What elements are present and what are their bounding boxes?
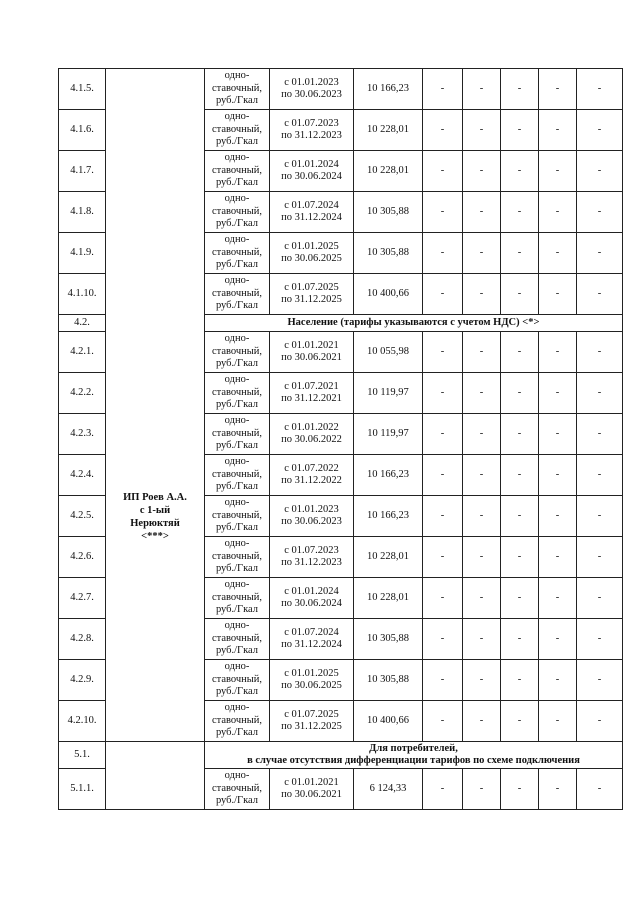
tariff-type-line: одно- bbox=[224, 333, 250, 345]
tariff-type-line: ставочный, bbox=[211, 509, 263, 521]
empty-value-dash: - bbox=[577, 373, 623, 414]
tariff-type-line: руб./Гкал bbox=[215, 522, 259, 534]
tariff-value: 10 305,88 bbox=[354, 233, 423, 274]
tariff-type-line: руб./Гкал bbox=[215, 136, 259, 148]
empty-value-dash: - bbox=[423, 332, 463, 373]
organization-name-line: <***> bbox=[141, 531, 169, 542]
tariff-type-line: руб./Гкал bbox=[215, 727, 259, 739]
empty-value-dash: - bbox=[463, 69, 501, 110]
empty-value-dash: - bbox=[501, 660, 539, 701]
tariff-type-line: одно- bbox=[224, 275, 250, 287]
period-cell bbox=[270, 151, 354, 192]
row-number: 4.2.2. bbox=[59, 373, 106, 414]
tariff-type-cell bbox=[205, 233, 270, 274]
tariff-type-cell bbox=[205, 701, 270, 742]
tariff-type-line: одно- bbox=[224, 111, 250, 123]
row-number: 4.2.7. bbox=[59, 578, 106, 619]
tariff-type-line: одно- bbox=[224, 234, 250, 246]
tariff-type-line: ставочный, bbox=[211, 246, 263, 258]
period-end: по 30.06.2024 bbox=[281, 598, 342, 609]
tariff-type-line: ставочный, bbox=[211, 714, 263, 726]
empty-value-dash: - bbox=[463, 414, 501, 455]
period-end: по 31.12.2023 bbox=[281, 130, 342, 141]
empty-value-dash: - bbox=[501, 373, 539, 414]
organization-name bbox=[106, 267, 204, 543]
period-end: по 31.12.2024 bbox=[281, 212, 342, 223]
tariff-value: 6 124,33 bbox=[354, 769, 423, 810]
empty-value-dash: - bbox=[423, 414, 463, 455]
section-title-line: Для потребителей, bbox=[369, 742, 458, 754]
tariff-type-line: ставочный, bbox=[211, 205, 263, 217]
tariff-type-line: ставочный, bbox=[211, 82, 263, 94]
empty-value-dash: - bbox=[501, 769, 539, 810]
tariff-value: 10 400,66 bbox=[354, 274, 423, 315]
row-number: 4.1.7. bbox=[59, 151, 106, 192]
empty-value-dash: - bbox=[501, 537, 539, 578]
empty-value-dash: - bbox=[577, 619, 623, 660]
empty-value-dash: - bbox=[577, 701, 623, 742]
empty-value-dash: - bbox=[463, 332, 501, 373]
empty-value-dash: - bbox=[463, 110, 501, 151]
empty-value-dash: - bbox=[463, 769, 501, 810]
period-start: с 01.07.2024 bbox=[284, 626, 339, 638]
empty-value-dash: - bbox=[577, 769, 623, 810]
empty-value-dash: - bbox=[501, 414, 539, 455]
tariff-type-line: ставочный, bbox=[211, 591, 263, 603]
tariff-value: 10 400,66 bbox=[354, 701, 423, 742]
empty-value-dash: - bbox=[577, 151, 623, 192]
organization-name-line: с 1-ый bbox=[139, 505, 171, 516]
empty-value-dash: - bbox=[463, 455, 501, 496]
tariff-type-cell bbox=[205, 332, 270, 373]
period-start: с 01.01.2025 bbox=[284, 667, 339, 679]
tariff-type-line: руб./Гкал bbox=[215, 604, 259, 616]
tariff-type-line: ставочный, bbox=[211, 427, 263, 439]
tariff-value: 10 166,23 bbox=[354, 455, 423, 496]
tariff-type-line: руб./Гкал bbox=[215, 95, 259, 107]
tariff-value: 10 305,88 bbox=[354, 660, 423, 701]
empty-value-dash: - bbox=[539, 769, 577, 810]
empty-value-dash: - bbox=[539, 151, 577, 192]
empty-value-dash: - bbox=[577, 110, 623, 151]
tariff-value: 10 055,98 bbox=[354, 332, 423, 373]
empty-value-dash: - bbox=[501, 233, 539, 274]
period-end: по 30.06.2023 bbox=[281, 89, 342, 100]
empty-value-dash: - bbox=[539, 660, 577, 701]
tariff-type-line: руб./Гкал bbox=[215, 399, 259, 411]
tariff-value: 10 305,88 bbox=[354, 619, 423, 660]
tariff-type-line: руб./Гкал bbox=[215, 177, 259, 189]
organization-cell bbox=[106, 69, 205, 742]
empty-value-dash: - bbox=[501, 578, 539, 619]
empty-value-dash: - bbox=[577, 414, 623, 455]
tariff-type-line: одно- bbox=[224, 456, 250, 468]
empty-value-dash: - bbox=[423, 455, 463, 496]
tariff-type-line: ставочный, bbox=[211, 287, 263, 299]
tariff-type-line: руб./Гкал bbox=[215, 358, 259, 370]
empty-value-dash: - bbox=[539, 332, 577, 373]
period-start: с 01.01.2022 bbox=[284, 421, 339, 433]
empty-value-dash: - bbox=[577, 69, 623, 110]
section-title-line: в случае отсутствия дифференциации тарифов по схеме подключения bbox=[247, 755, 580, 766]
section-number: 5.1. bbox=[59, 742, 106, 769]
period-end: по 31.12.2025 bbox=[281, 294, 342, 305]
tariff-type-line: одно- bbox=[224, 702, 250, 714]
empty-value-dash: - bbox=[501, 619, 539, 660]
tariff-type-cell bbox=[205, 110, 270, 151]
tariff-type-cell bbox=[205, 496, 270, 537]
tariff-type-line: руб./Гкал bbox=[215, 795, 259, 807]
empty-value-dash: - bbox=[577, 578, 623, 619]
period-end: по 30.06.2025 bbox=[281, 680, 342, 691]
organization-name-line: Нерюктяй bbox=[130, 518, 180, 529]
tariff-type-line: одно- bbox=[224, 579, 250, 591]
row-number: 4.2.3. bbox=[59, 414, 106, 455]
tariff-value: 10 166,23 bbox=[354, 69, 423, 110]
tariff-type-line: руб./Гкал bbox=[215, 481, 259, 493]
empty-value-dash: - bbox=[539, 414, 577, 455]
empty-value-dash: - bbox=[501, 496, 539, 537]
tariff-type-cell bbox=[205, 69, 270, 110]
tariff-type-line: одно- bbox=[224, 538, 250, 550]
empty-value-dash: - bbox=[463, 660, 501, 701]
tariff-type-line: ставочный, bbox=[211, 123, 263, 135]
empty-value-dash: - bbox=[463, 619, 501, 660]
empty-value-dash: - bbox=[501, 151, 539, 192]
tariff-type-line: ставочный, bbox=[211, 632, 263, 644]
empty-value-dash: - bbox=[501, 69, 539, 110]
period-cell bbox=[270, 192, 354, 233]
empty-value-dash: - bbox=[423, 701, 463, 742]
empty-value-dash: - bbox=[539, 110, 577, 151]
tariff-value: 10 166,23 bbox=[354, 496, 423, 537]
period-cell bbox=[270, 660, 354, 701]
empty-value-dash: - bbox=[501, 274, 539, 315]
tariff-type-cell bbox=[205, 373, 270, 414]
empty-value-dash: - bbox=[577, 660, 623, 701]
row-number: 4.2.9. bbox=[59, 660, 106, 701]
row-number: 4.2.4. bbox=[59, 455, 106, 496]
tariff-type-cell bbox=[205, 660, 270, 701]
period-end: по 31.12.2025 bbox=[281, 721, 342, 732]
period-start: с 01.07.2024 bbox=[284, 199, 339, 211]
tariff-type-line: руб./Гкал bbox=[215, 300, 259, 312]
tariff-type-line: одно- bbox=[224, 415, 250, 427]
row-number: 4.2.1. bbox=[59, 332, 106, 373]
tariff-type-cell bbox=[205, 414, 270, 455]
period-cell bbox=[270, 110, 354, 151]
empty-value-dash: - bbox=[501, 701, 539, 742]
empty-value-dash: - bbox=[539, 373, 577, 414]
tariff-type-cell bbox=[205, 578, 270, 619]
tariff-type-cell bbox=[205, 151, 270, 192]
period-start: с 01.01.2023 bbox=[284, 503, 339, 515]
tariff-value: 10 228,01 bbox=[354, 578, 423, 619]
period-cell bbox=[270, 537, 354, 578]
period-cell bbox=[270, 233, 354, 274]
period-cell bbox=[270, 769, 354, 810]
period-end: по 30.06.2024 bbox=[281, 171, 342, 182]
empty-value-dash: - bbox=[423, 69, 463, 110]
empty-value-dash: - bbox=[423, 769, 463, 810]
section-title: Население (тарифы указываются с учетом НДС) <*> bbox=[205, 315, 623, 332]
period-start: с 01.07.2021 bbox=[284, 380, 339, 392]
tariff-type-cell bbox=[205, 537, 270, 578]
empty-value-dash: - bbox=[577, 537, 623, 578]
empty-value-dash: - bbox=[423, 274, 463, 315]
row-number: 4.1.8. bbox=[59, 192, 106, 233]
row-number: 4.1.9. bbox=[59, 233, 106, 274]
tariff-value: 10 228,01 bbox=[354, 537, 423, 578]
empty-value-dash: - bbox=[539, 69, 577, 110]
empty-value-dash: - bbox=[539, 619, 577, 660]
tariff-type-line: руб./Гкал bbox=[215, 686, 259, 698]
tariff-type-line: одно- bbox=[224, 70, 250, 82]
period-start: с 01.01.2025 bbox=[284, 240, 339, 252]
period-start: с 01.01.2024 bbox=[284, 585, 339, 597]
tariff-value: 10 228,01 bbox=[354, 110, 423, 151]
empty-value-dash: - bbox=[463, 496, 501, 537]
empty-value-dash: - bbox=[423, 660, 463, 701]
tariff-value: 10 305,88 bbox=[354, 192, 423, 233]
empty-value-dash: - bbox=[463, 701, 501, 742]
row-number: 4.1.10. bbox=[59, 274, 106, 315]
tariff-type-line: одно- bbox=[224, 661, 250, 673]
tariff-type-line: одно- bbox=[224, 770, 250, 782]
period-end: по 31.12.2024 bbox=[281, 639, 342, 650]
empty-value-dash: - bbox=[501, 192, 539, 233]
tariff-type-line: одно- bbox=[224, 497, 250, 509]
empty-value-dash: - bbox=[577, 274, 623, 315]
period-cell bbox=[270, 701, 354, 742]
section-title bbox=[205, 742, 623, 769]
tariff-value: 10 119,97 bbox=[354, 414, 423, 455]
empty-value-dash: - bbox=[463, 192, 501, 233]
period-end: по 30.06.2022 bbox=[281, 434, 342, 445]
period-end: по 31.12.2021 bbox=[281, 393, 342, 404]
empty-value-dash: - bbox=[423, 151, 463, 192]
period-start: с 01.07.2022 bbox=[284, 462, 339, 474]
tariff-type-cell bbox=[205, 192, 270, 233]
period-cell bbox=[270, 619, 354, 660]
tariff-type-line: одно- bbox=[224, 193, 250, 205]
empty-value-dash: - bbox=[423, 233, 463, 274]
empty-value-dash: - bbox=[539, 701, 577, 742]
tariff-type-line: ставочный, bbox=[211, 345, 263, 357]
row-number: 5.1.1. bbox=[59, 769, 106, 810]
empty-value-dash: - bbox=[539, 233, 577, 274]
tariff-type-line: ставочный, bbox=[211, 468, 263, 480]
period-end: по 30.06.2021 bbox=[281, 789, 342, 800]
row-number: 4.2.10. bbox=[59, 701, 106, 742]
empty-value-dash: - bbox=[577, 233, 623, 274]
period-end: по 31.12.2023 bbox=[281, 557, 342, 568]
tariff-type-cell bbox=[205, 619, 270, 660]
row-number: 4.1.6. bbox=[59, 110, 106, 151]
period-start: с 01.01.2023 bbox=[284, 76, 339, 88]
empty-value-dash: - bbox=[463, 151, 501, 192]
period-cell bbox=[270, 69, 354, 110]
empty-value-dash: - bbox=[423, 537, 463, 578]
table-row bbox=[59, 69, 623, 110]
period-end: по 31.12.2022 bbox=[281, 475, 342, 486]
tariff-type-cell bbox=[205, 274, 270, 315]
tariff-type-line: руб./Гкал bbox=[215, 218, 259, 230]
tariff-type-line: руб./Гкал bbox=[215, 259, 259, 271]
empty-value-dash: - bbox=[539, 274, 577, 315]
tariff-type-line: одно- bbox=[224, 152, 250, 164]
tariff-type-line: руб./Гкал bbox=[215, 440, 259, 452]
period-end: по 30.06.2025 bbox=[281, 253, 342, 264]
section-number: 4.2. bbox=[59, 315, 106, 332]
tariff-type-cell bbox=[205, 455, 270, 496]
section-header-row bbox=[59, 742, 623, 769]
empty-value-dash: - bbox=[463, 274, 501, 315]
empty-value-dash: - bbox=[463, 578, 501, 619]
period-start: с 01.07.2025 bbox=[284, 281, 339, 293]
tariff-table bbox=[58, 68, 623, 810]
empty-value-dash: - bbox=[539, 578, 577, 619]
row-number: 4.2.6. bbox=[59, 537, 106, 578]
period-cell bbox=[270, 578, 354, 619]
period-cell bbox=[270, 496, 354, 537]
empty-value-dash: - bbox=[463, 537, 501, 578]
empty-value-dash: - bbox=[501, 110, 539, 151]
empty-value-dash: - bbox=[577, 332, 623, 373]
row-number: 4.2.5. bbox=[59, 496, 106, 537]
empty-value-dash: - bbox=[539, 455, 577, 496]
tariff-type-line: ставочный, bbox=[211, 782, 263, 794]
row-number: 4.1.5. bbox=[59, 69, 106, 110]
empty-value-dash: - bbox=[577, 496, 623, 537]
empty-value-dash: - bbox=[423, 496, 463, 537]
period-cell bbox=[270, 414, 354, 455]
empty-value-dash: - bbox=[463, 373, 501, 414]
empty-value-dash: - bbox=[577, 192, 623, 233]
organization-cell-empty bbox=[106, 742, 205, 810]
empty-value-dash: - bbox=[501, 455, 539, 496]
empty-value-dash: - bbox=[501, 332, 539, 373]
empty-value-dash: - bbox=[539, 192, 577, 233]
period-end: по 30.06.2023 bbox=[281, 516, 342, 527]
period-start: с 01.07.2023 bbox=[284, 117, 339, 129]
empty-value-dash: - bbox=[463, 233, 501, 274]
organization-name-line: ИП Роев А.А. bbox=[123, 492, 187, 503]
tariff-type-line: одно- bbox=[224, 374, 250, 386]
row-number: 4.2.8. bbox=[59, 619, 106, 660]
empty-value-dash: - bbox=[423, 373, 463, 414]
tariff-value: 10 119,97 bbox=[354, 373, 423, 414]
empty-value-dash: - bbox=[423, 110, 463, 151]
empty-value-dash: - bbox=[423, 619, 463, 660]
empty-value-dash: - bbox=[539, 537, 577, 578]
tariff-type-cell bbox=[205, 769, 270, 810]
period-start: с 01.07.2025 bbox=[284, 708, 339, 720]
tariff-value: 10 228,01 bbox=[354, 151, 423, 192]
period-start: с 01.01.2021 bbox=[284, 339, 339, 351]
empty-value-dash: - bbox=[423, 578, 463, 619]
tariff-type-line: ставочный, bbox=[211, 164, 263, 176]
empty-value-dash: - bbox=[423, 192, 463, 233]
empty-value-dash: - bbox=[539, 496, 577, 537]
period-start: с 01.01.2021 bbox=[284, 776, 339, 788]
period-cell bbox=[270, 455, 354, 496]
period-end: по 30.06.2021 bbox=[281, 352, 342, 363]
tariff-type-line: руб./Гкал bbox=[215, 563, 259, 575]
tariff-type-line: руб./Гкал bbox=[215, 645, 259, 657]
period-cell bbox=[270, 274, 354, 315]
tariff-type-line: ставочный, bbox=[211, 550, 263, 562]
tariff-type-line: ставочный, bbox=[211, 386, 263, 398]
period-start: с 01.07.2023 bbox=[284, 544, 339, 556]
empty-value-dash: - bbox=[577, 455, 623, 496]
tariff-type-line: одно- bbox=[224, 620, 250, 632]
period-cell bbox=[270, 373, 354, 414]
period-cell bbox=[270, 332, 354, 373]
period-start: с 01.01.2024 bbox=[284, 158, 339, 170]
tariff-type-line: ставочный, bbox=[211, 673, 263, 685]
